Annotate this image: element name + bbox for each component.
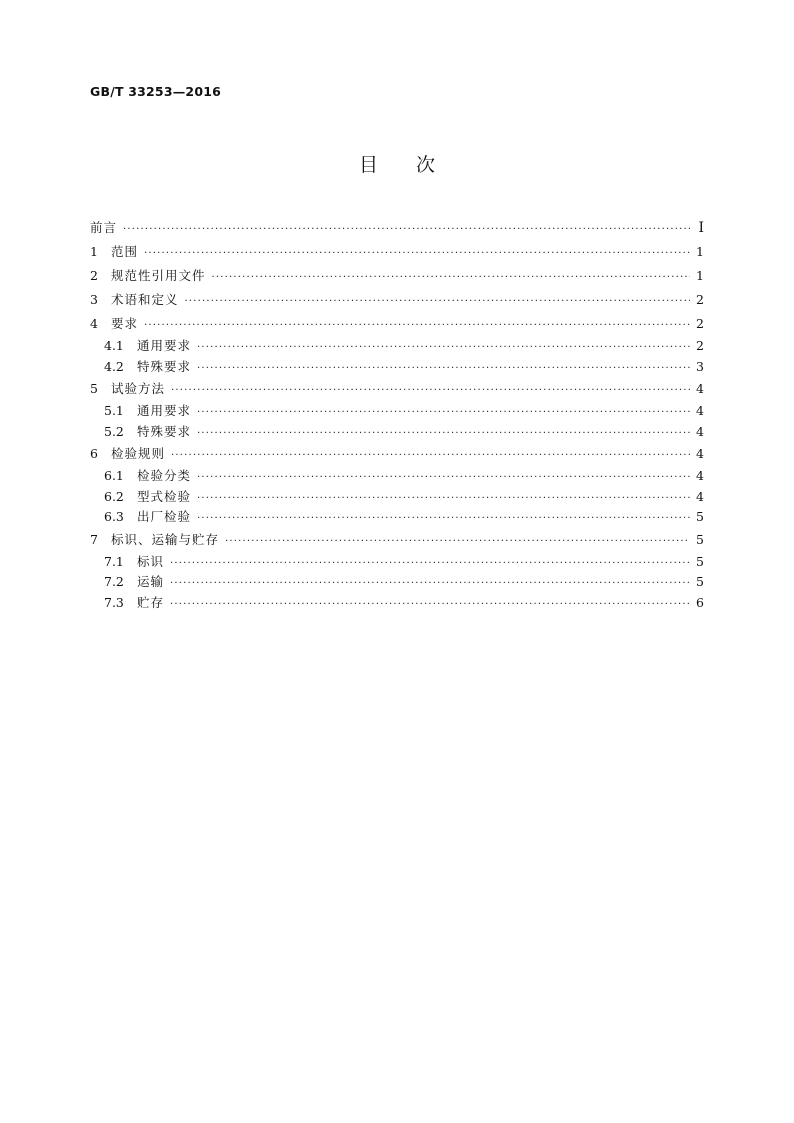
toc-entry-4-1[interactable]	[90, 336, 704, 357]
toc-leader-dots	[123, 218, 690, 242]
toc-entry-6-1[interactable]	[90, 466, 704, 487]
toc-page-number: 4	[696, 468, 704, 483]
toc-page-number: 4	[696, 423, 704, 439]
toc-page-number: 3	[696, 358, 704, 374]
toc-number: 5.2	[104, 423, 124, 439]
toc-number: 6.1	[104, 468, 124, 483]
toc-label: 标识、运输与贮存	[111, 531, 220, 547]
toc-label: 检验分类	[137, 468, 192, 483]
toc-entry-2[interactable]	[90, 264, 704, 288]
toc-leader-dots	[197, 489, 690, 510]
toc-number: 7.2	[104, 574, 124, 589]
toc-page-number: 5	[696, 509, 704, 524]
toc-number: 6	[90, 446, 98, 461]
toc-number: 3	[90, 292, 98, 307]
toc-page-number: Ⅰ	[698, 220, 704, 236]
toc-entry-6-3[interactable]	[90, 507, 704, 528]
toc-number: 5.1	[104, 403, 124, 418]
toc-leader-dots	[197, 359, 690, 380]
toc-number: 1	[90, 244, 98, 259]
toc-leader-dots	[171, 444, 690, 468]
toc-entry-7-1[interactable]	[90, 552, 704, 573]
toc-leader-dots	[144, 242, 690, 266]
toc-number: 4.1	[104, 338, 124, 353]
toc-leader-dots	[225, 530, 690, 554]
toc-page-number: 2	[696, 338, 704, 353]
toc-label: 要求	[111, 316, 139, 331]
toc-leader-dots	[197, 468, 690, 489]
toc-label: 贮存	[137, 594, 165, 610]
toc-leader-dots	[197, 509, 690, 530]
table-of-contents	[90, 216, 704, 613]
toc-page-number: 2	[696, 292, 704, 307]
toc-number: 6.3	[104, 509, 124, 524]
toc-leader-dots	[197, 424, 690, 445]
toc-label: 范围	[111, 244, 139, 259]
toc-page-number: 4	[696, 381, 704, 396]
toc-leader-dots	[170, 574, 690, 595]
toc-page-number: 5	[696, 574, 704, 589]
toc-label: 前言	[90, 220, 118, 235]
toc-label: 标识	[137, 553, 165, 569]
toc-leader-dots	[185, 290, 690, 314]
toc-number: 5	[90, 381, 98, 396]
toc-entry-3[interactable]	[90, 288, 704, 312]
toc-entry-1[interactable]	[90, 240, 704, 264]
toc-number: 7	[90, 531, 98, 547]
toc-page-number: 4	[696, 403, 704, 418]
toc-leader-dots	[144, 314, 690, 338]
toc-page-number: 1	[696, 268, 704, 283]
toc-page-number: 1	[696, 244, 704, 259]
toc-label: 试验方法	[111, 381, 166, 396]
page-title: 目次	[358, 154, 473, 176]
toc-page-number: 6	[696, 594, 704, 610]
toc-entry-4-2[interactable]	[90, 357, 704, 378]
toc-page-number: 2	[696, 316, 704, 331]
standard-code: GB/T 33253—2016	[90, 84, 222, 99]
toc-page-number: 5	[696, 531, 704, 547]
toc-leader-dots	[197, 403, 690, 424]
toc-entry-4[interactable]	[90, 312, 704, 336]
toc-number: 7.1	[104, 553, 124, 569]
toc-number: 6.2	[104, 488, 124, 504]
toc-number: 4	[90, 316, 98, 331]
toc-label: 特殊要求	[137, 423, 192, 439]
toc-leader-dots	[170, 554, 690, 575]
toc-entry-foreword[interactable]	[90, 216, 704, 240]
toc-label: 通用要求	[137, 338, 192, 353]
toc-number: 2	[90, 268, 98, 283]
toc-page-number: 4	[696, 446, 704, 461]
toc-entry-6-2[interactable]	[90, 487, 704, 508]
toc-page-number: 4	[696, 488, 704, 504]
toc-label: 规范性引用文件	[111, 268, 206, 283]
toc-label: 出厂检验	[137, 509, 192, 524]
toc-entry-5-2[interactable]	[90, 422, 704, 443]
toc-label: 通用要求	[137, 403, 192, 418]
toc-entry-6[interactable]	[90, 442, 704, 466]
toc-label: 检验规则	[111, 446, 166, 461]
toc-number: 4.2	[104, 358, 124, 374]
toc-leader-dots	[197, 338, 690, 359]
toc-page-number: 5	[696, 553, 704, 569]
toc-entry-7[interactable]	[90, 528, 704, 552]
toc-leader-dots	[171, 379, 690, 403]
toc-label: 术语和定义	[111, 292, 179, 307]
toc-entry-7-3[interactable]	[90, 593, 704, 614]
toc-label: 特殊要求	[137, 358, 192, 374]
toc-entry-7-2[interactable]	[90, 572, 704, 593]
toc-entry-5[interactable]	[90, 377, 704, 401]
toc-entry-5-1[interactable]	[90, 401, 704, 422]
toc-leader-dots	[212, 266, 690, 290]
toc-label: 型式检验	[137, 488, 192, 504]
toc-number: 7.3	[104, 594, 124, 610]
toc-leader-dots	[170, 595, 690, 616]
toc-label: 运输	[137, 574, 165, 589]
